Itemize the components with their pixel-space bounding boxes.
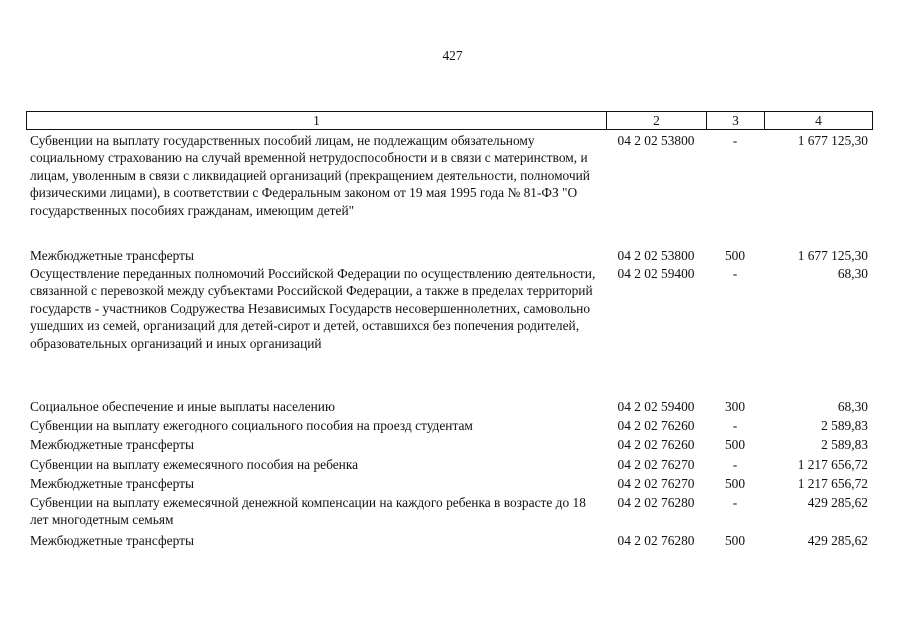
row-code: 04 2 02 76280 xyxy=(617,495,695,510)
row-code: 04 2 02 76260 xyxy=(617,418,695,433)
row-amount: 429 285,62 xyxy=(807,533,868,548)
header-col-name: 1 xyxy=(27,112,607,130)
row-type: - xyxy=(732,133,738,148)
row-name: Межбюджетные трансферты xyxy=(30,437,194,452)
row-type: 500 xyxy=(724,533,746,548)
row-name: Субвенции на выплату ежемесячной денежной компенсации на каждого ребенка в возрасте до 18 лет многодетным семьям xyxy=(30,495,586,528)
row-type: - xyxy=(732,495,738,510)
row-amount: 2 589,83 xyxy=(821,437,868,452)
page-number: 427 xyxy=(442,48,463,63)
row-code: 04 2 02 53800 xyxy=(617,248,695,263)
row-type: - xyxy=(732,457,738,472)
row-code: 04 2 02 76270 xyxy=(617,476,695,491)
row-code: 04 2 02 53800 xyxy=(617,133,695,148)
row-type: 500 xyxy=(724,437,746,452)
row-type: - xyxy=(732,266,738,281)
row-type: - xyxy=(732,418,738,433)
row-name: Социальное обеспечение и иные выплаты населению xyxy=(30,399,335,414)
row-name: Осуществление переданных полномочий Российской Федерации по осуществлению деятельности, связанной с перевозкой между субъектами Российской Федерации, а также в пределах территорий государств - участников Содружества Независимых Государств несовершеннолетних, самовольно ушедших из семей, организаций для детей-сирот и детей, оставшихся без попечения родителей, образовательных организаций и иных организаций xyxy=(30,266,596,351)
row-code: 04 2 02 76270 xyxy=(617,457,695,472)
header-col-code: 2 xyxy=(607,112,707,130)
row-amount: 1 217 656,72 xyxy=(797,476,868,491)
row-code: 04 2 02 76280 xyxy=(617,533,695,548)
row-amount: 68,30 xyxy=(837,266,868,281)
row-amount: 68,30 xyxy=(837,399,868,414)
row-type: 300 xyxy=(724,399,746,414)
row-amount: 1 677 125,30 xyxy=(797,248,868,263)
row-code: 04 2 02 59400 xyxy=(617,266,695,281)
row-code: 04 2 02 59400 xyxy=(617,399,695,414)
row-name: Межбюджетные трансферты xyxy=(30,533,194,548)
row-amount: 1 217 656,72 xyxy=(797,457,868,472)
row-type: 500 xyxy=(724,476,746,491)
row-amount: 429 285,62 xyxy=(807,495,868,510)
row-name: Субвенции на выплату государственных пособий лицам, не подлежащим обязательному социальному страхованию на случай временной нетрудоспособности и в связи с материнством, и лицам, уволенным в связи с ликвидацией организаций (прекращением деятельности, полномочий физическими лицами), в соответствии с Федеральным законом от 19 мая 1995 года № 81-ФЗ "О государственных пособиях гражданам, имеющим детей" xyxy=(30,133,590,218)
row-amount: 2 589,83 xyxy=(821,418,868,433)
row-name: Субвенции на выплату ежегодного социального пособия на проезд студентам xyxy=(30,418,473,433)
row-code: 04 2 02 76260 xyxy=(617,437,695,452)
row-name: Субвенции на выплату ежемесячного пособия на ребенка xyxy=(30,457,359,472)
header-col-type: 3 xyxy=(707,112,765,130)
header-col-amount: 4 xyxy=(765,112,873,130)
row-name: Межбюджетные трансферты xyxy=(30,248,194,263)
row-type: 500 xyxy=(724,248,746,263)
row-name: Межбюджетные трансферты xyxy=(30,476,194,491)
row-amount: 1 677 125,30 xyxy=(797,133,868,148)
